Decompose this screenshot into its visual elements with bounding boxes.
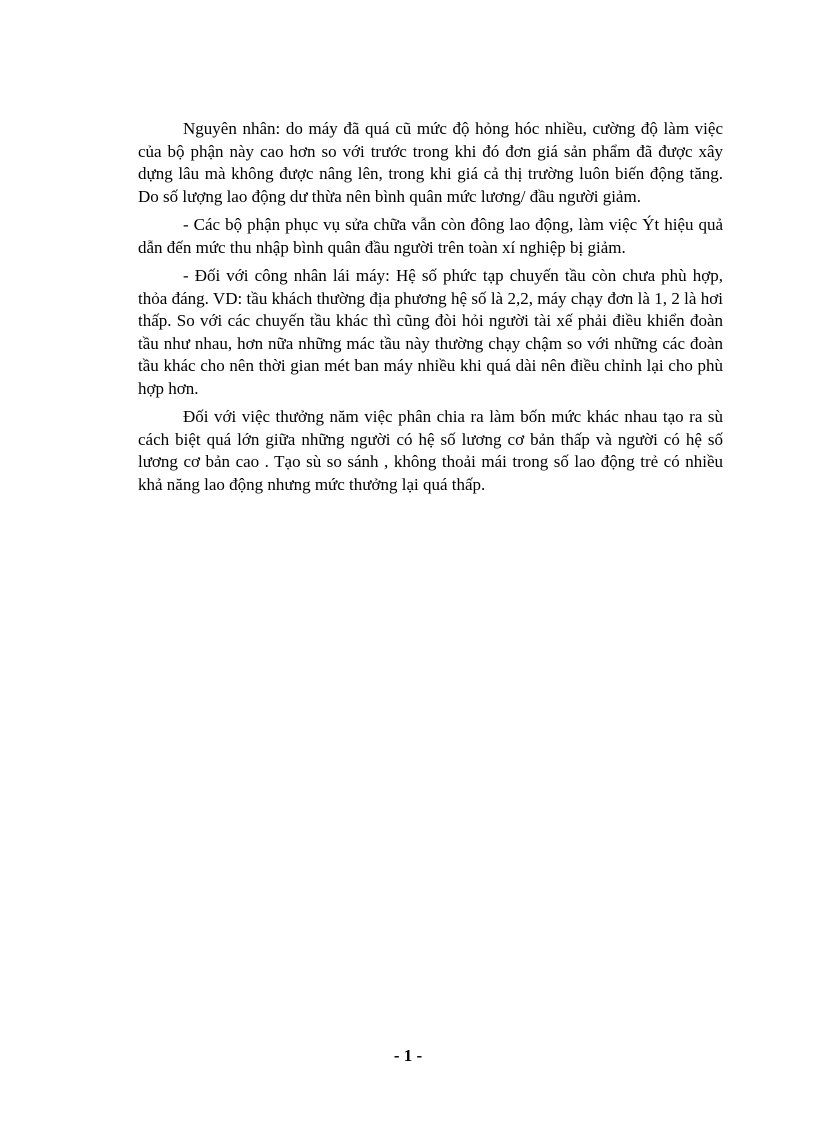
page-number: - 1 - (393, 1046, 423, 1065)
document-body (138, 118, 723, 502)
paragraph-cause: Nguyên nhân: do máy đã quá cũ mức độ hỏng hóc nhiều, cường độ làm việc của bộ phận này cao hơn so với trước trong khi đó đơn giá sản phẩm đã được xây dựng lâu mà không được nâng lên, trong khi giá cả thị trường luôn biến động tăng. Do số lượng lao động dư thừa nên bình quân mức lương/ đầu người giảm. (138, 119, 723, 206)
paragraph-repair-departments: - Các bộ phận phục vụ sửa chữa vẫn còn đông lao động, làm việc Ýt hiệu quả dẫn đến mức thu nhập bình quân đầu người trên toàn xí nghiệp bị giảm. (138, 215, 723, 257)
paragraph-train-drivers: - Đối với công nhân lái máy: Hệ số phức tạp chuyến tầu còn chưa phù hợp, thỏa đáng. VD: tầu khách thường địa phương hệ số là 2,2, máy chạy đơn là 1, 2 là hơi thấp. So với các chuyến tầu khác thì cũng đòi hỏi người tài xế phải điều khiển đoàn tầu như nhau, hơn nữa những mác tầu này thường chạy chậm so với những các đoàn tầu khác cho nên thời gian mét ban máy nhiều khi quá dài nên điều chỉnh lại cho phù hợp hơn. (138, 266, 723, 398)
paragraph-annual-bonus: Đối với việc thưởng năm việc phân chia ra làm bốn mức khác nhau tạo ra sù cách biệt quá lớn giữa những người có hệ số lương cơ bản thấp và người có hệ số lương cơ bản cao . Tạo sù so sánh , không thoải mái trong số lao động trẻ có nhiều khả năng lao động nhưng mức thưởng lại quá thấp. (138, 407, 723, 494)
